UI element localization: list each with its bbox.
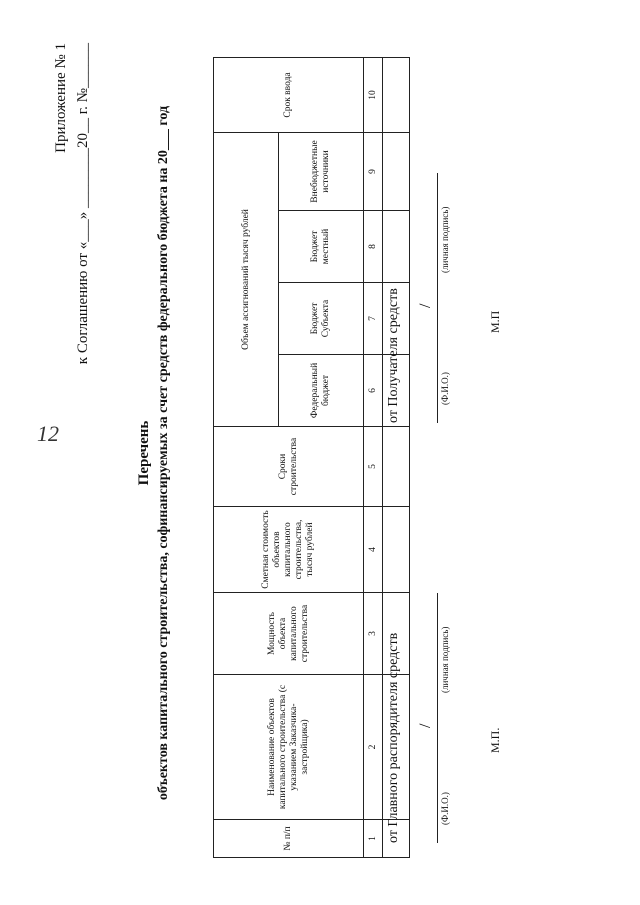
header-cost: Сметная стоимость объектов капитального строительства, тысяч рублей bbox=[214, 506, 364, 592]
stamp-place: М.П. bbox=[488, 727, 502, 753]
signature-captions bbox=[440, 173, 452, 423]
column-number: 6 bbox=[364, 354, 383, 426]
header-federal: Федеральный бюджет bbox=[279, 354, 364, 426]
column-number: 8 bbox=[364, 210, 383, 282]
header-local: Бюджет местный bbox=[279, 210, 364, 282]
signature-line bbox=[417, 173, 438, 423]
signature-heading: от Главного распорядителя средств bbox=[386, 632, 401, 843]
column-number: 9 bbox=[364, 132, 383, 210]
signature-slash: / bbox=[417, 723, 434, 728]
column-number-row bbox=[364, 57, 383, 857]
column-number: 4 bbox=[364, 506, 383, 592]
caption-full-name: (Ф.И.О.) bbox=[440, 791, 450, 825]
appendix-agreement-ref: к Соглашению от «___» ________20__ г. №______ bbox=[75, 42, 91, 364]
document-subtitle: объектов капитального строительства, софинансируемых за счет средств федерального бюджета на 20___ год bbox=[156, 105, 171, 800]
column-number: 1 bbox=[364, 819, 383, 857]
objects-table bbox=[213, 57, 410, 858]
signature-heading: от Получателя средств bbox=[386, 287, 401, 423]
header-commission: Срок ввода bbox=[214, 57, 364, 132]
appendix-title: Приложение № 1 bbox=[53, 42, 69, 153]
header-no: № п/п bbox=[214, 819, 364, 857]
table-header-row bbox=[214, 57, 279, 857]
signature-block-distributor bbox=[385, 483, 503, 843]
header-name: Наименование объектов капитального строительства (с указанием Заказчика-застройщика) bbox=[214, 674, 364, 819]
header-capacity: Мощность объекта капитального строительства bbox=[214, 592, 364, 674]
header-terms: Сроки строительства bbox=[214, 426, 364, 506]
document-title: Перечень bbox=[136, 420, 152, 485]
signature-block-recipient bbox=[385, 63, 503, 423]
column-number: 3 bbox=[364, 592, 383, 674]
signature-captions bbox=[440, 593, 452, 843]
header-volume: Объем ассигнований тысяч рублей bbox=[214, 132, 279, 426]
header-extra: Внебюджетные источники bbox=[279, 132, 364, 210]
column-number: 7 bbox=[364, 282, 383, 354]
rotated-document-sheet bbox=[40, 23, 600, 883]
appendix-block bbox=[50, 43, 94, 364]
caption-signature: (личная подпись) bbox=[440, 206, 450, 273]
column-number: 2 bbox=[364, 674, 383, 819]
column-number: 10 bbox=[364, 57, 383, 132]
header-subject: Бюджет Субъекта bbox=[279, 282, 364, 354]
signature-line bbox=[417, 593, 438, 843]
column-number: 5 bbox=[364, 426, 383, 506]
signature-slash: / bbox=[417, 303, 434, 308]
page-number: 12 bbox=[37, 421, 59, 446]
stamp-place: М.П bbox=[488, 310, 502, 333]
caption-signature: (личная подпись) bbox=[440, 626, 450, 693]
document-title-block bbox=[134, 23, 174, 883]
caption-full-name: (Ф.И.О.) bbox=[440, 371, 450, 405]
